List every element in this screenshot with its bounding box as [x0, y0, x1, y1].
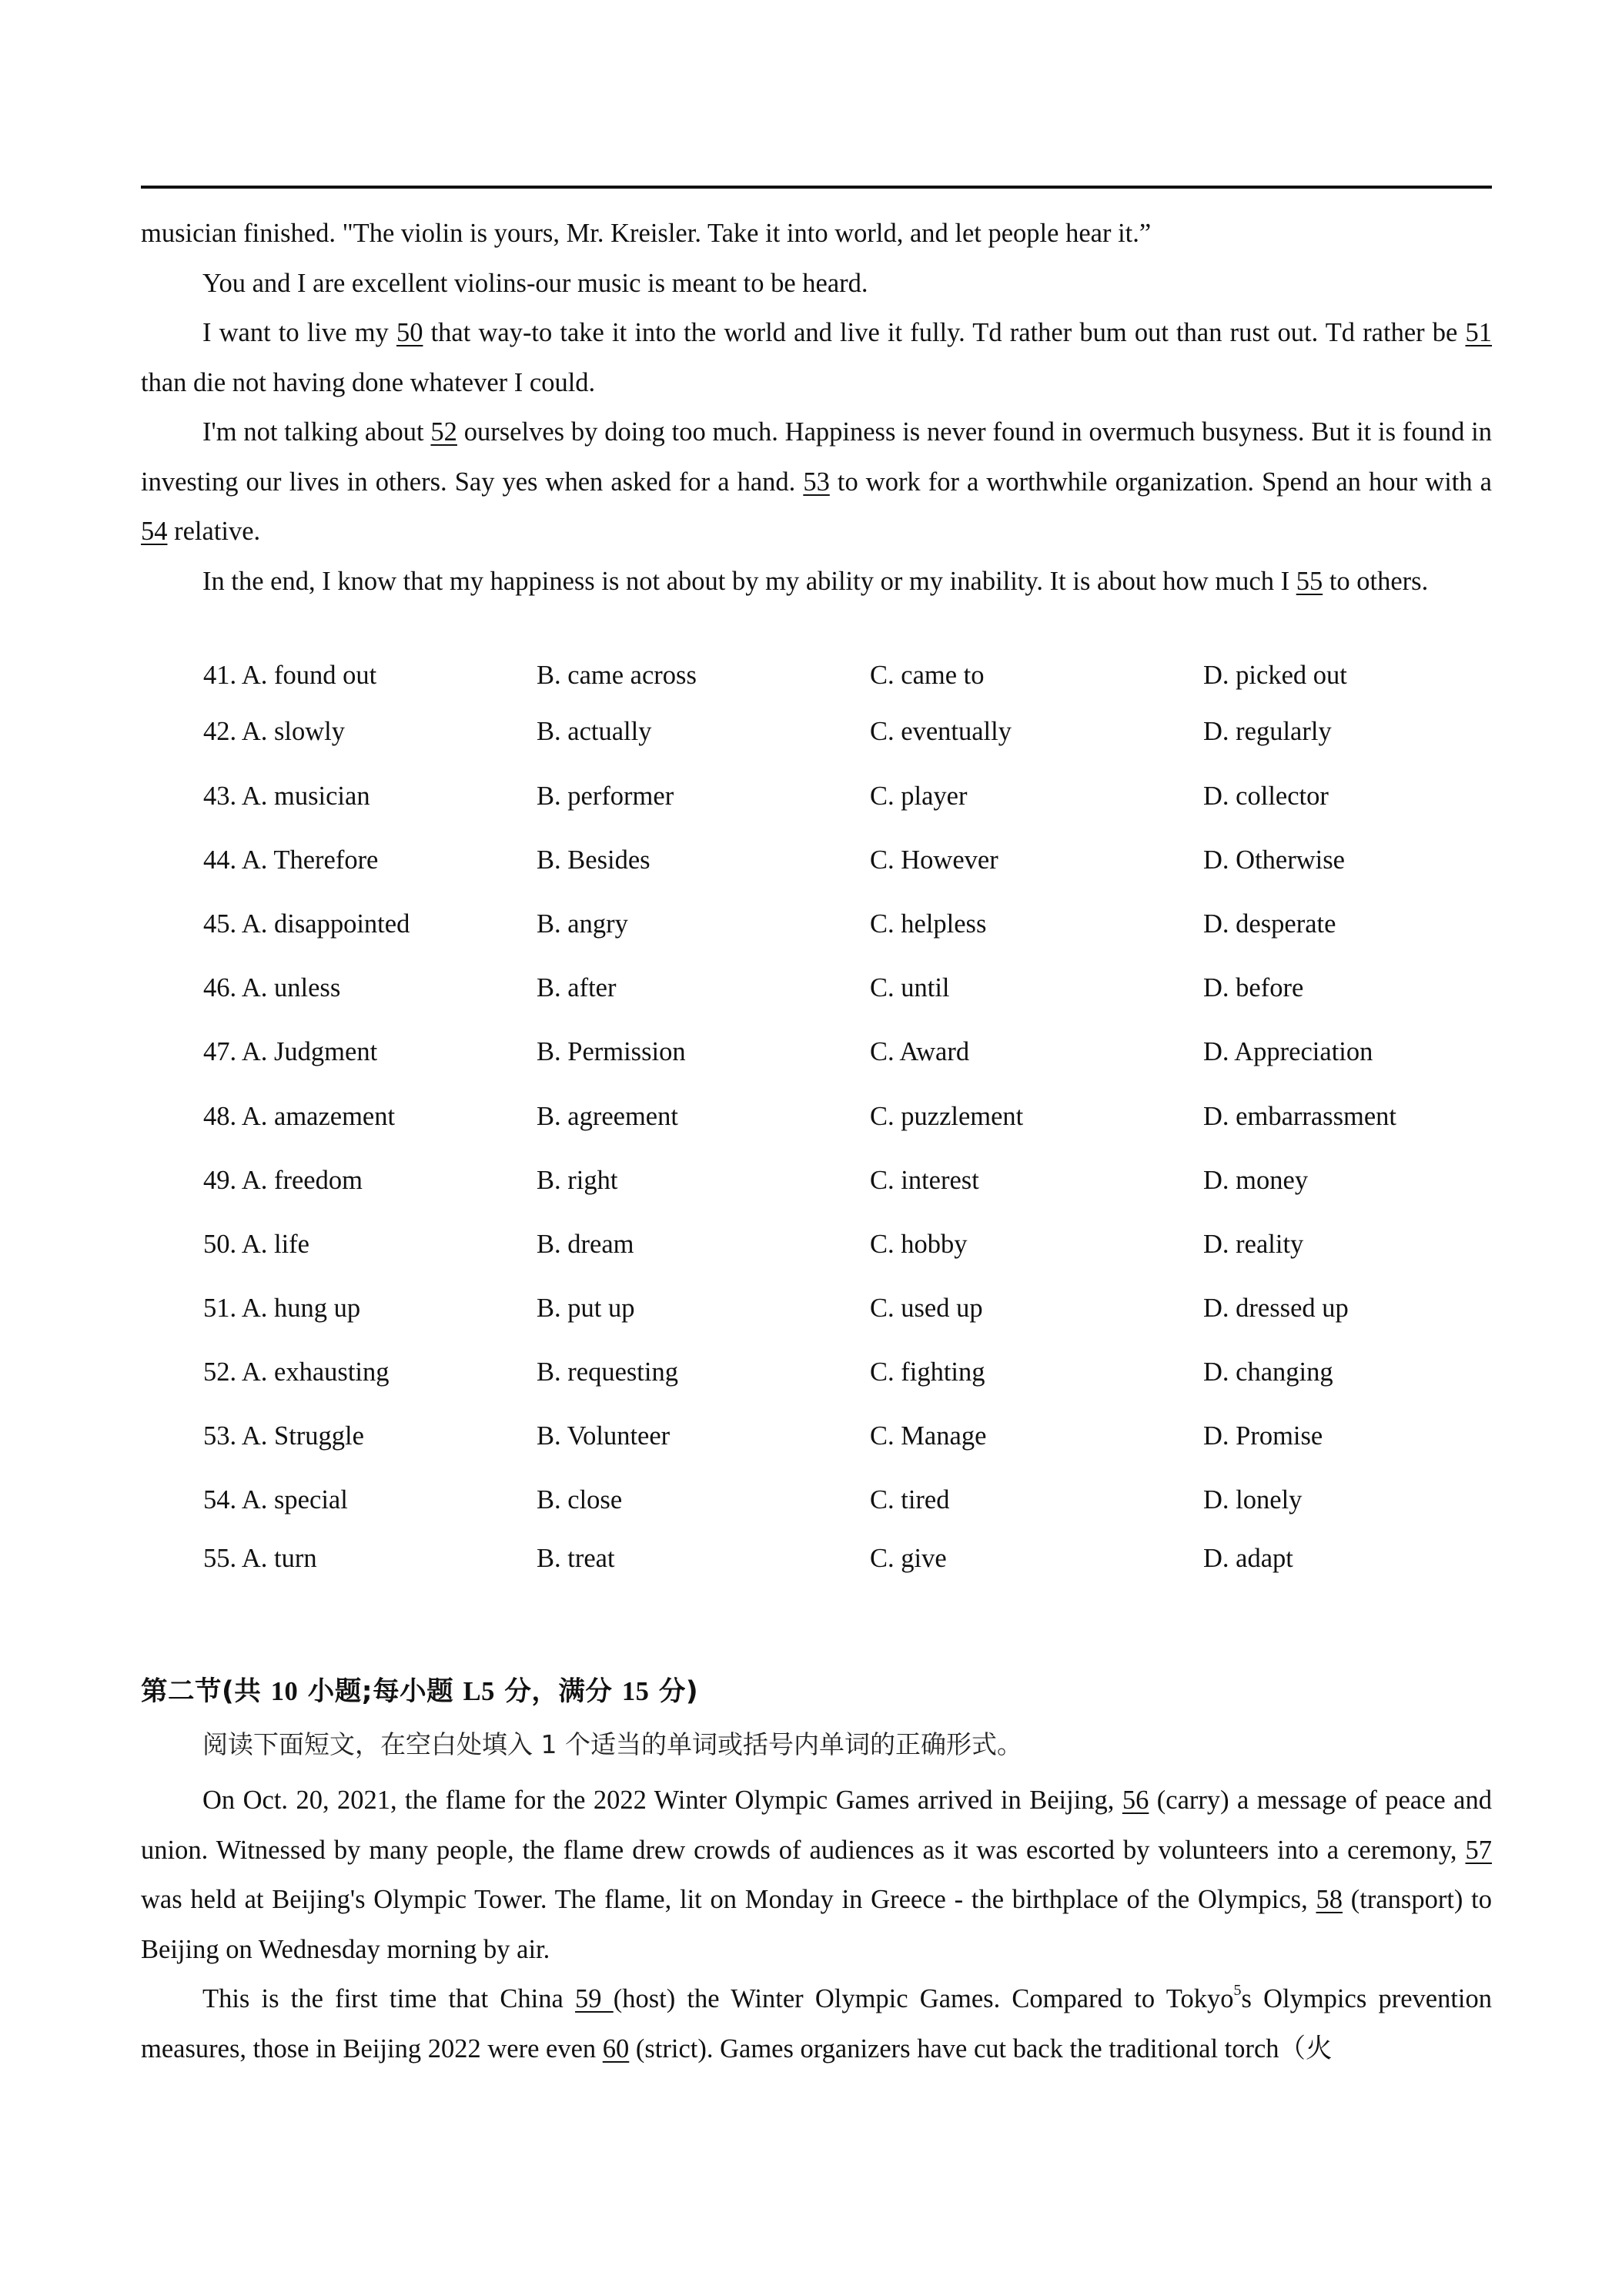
option-b: B. actually [537, 717, 652, 746]
blank-54: 54 [141, 517, 168, 546]
superscript: 5 [1233, 1982, 1242, 1999]
blank-51: 51 [1465, 318, 1492, 347]
option-d: D. before [1203, 973, 1304, 1002]
blank-56: 56 [1122, 1786, 1149, 1815]
option-row [203, 782, 1512, 820]
option-d: D. collector [1203, 782, 1329, 811]
option-d: D. desperate [1203, 909, 1336, 939]
option-b: B. requesting [537, 1357, 678, 1387]
option-d: D. money [1203, 1166, 1309, 1195]
option-row [203, 1357, 1512, 1396]
option-b: B. close [537, 1485, 623, 1514]
option-b: B. right [537, 1166, 618, 1195]
option-b: B. dream [537, 1230, 634, 1259]
option-row [203, 1294, 1512, 1332]
option-a: 51. A. hung up [203, 1294, 361, 1323]
option-d: D. changing [1203, 1357, 1333, 1387]
blank-60: 60 [602, 2033, 630, 2063]
option-row [203, 1485, 1512, 1524]
option-c: C. hobby [870, 1230, 968, 1259]
option-a: 55. A. turn [203, 1544, 317, 1573]
blank-57: 57 [1465, 1835, 1492, 1865]
passage-2 [141, 1776, 1492, 2073]
blank-50: 50 [396, 318, 423, 347]
blank-55: 55 [1296, 566, 1323, 596]
option-a: 49. A. freedom [203, 1166, 363, 1195]
passage-line: musician finished. "The violin is yours, Mr. Kreisler. Take it into world, and let people hear it.” [141, 219, 1152, 248]
passage-paragraph: On Oct. 20, 2021, the flame for the 2022 Winter Olympic Games arrived in Beijing, 56 (carry) a message of peace and union. Witnessed by many people, the flame drew crowds of audiences as it was escorted by volunteers into a ceremony, 57 was held at Beijing's Olympic Tower. The flame, lit on Monday in Greece - the birthplace of the Olympics, 58 (transport) to Beijing on Wednesday morning by air. [141, 1786, 1492, 1964]
option-c: C. until [870, 973, 950, 1002]
option-b: B. treat [537, 1544, 615, 1573]
option-b: B. Besides [537, 845, 650, 875]
blank-58: 58 [1316, 1885, 1343, 1914]
option-b: B. Volunteer [537, 1421, 671, 1451]
option-c: C. used up [870, 1294, 983, 1323]
option-d: D. Promise [1203, 1421, 1323, 1451]
option-b: B. came across [537, 661, 697, 690]
passage-paragraph: This is the first time that China 59 (host) the Winter Olympic Games. Compared to Tokyo$^5$s Olympics prevention measures, those in Beijing 2022 were even 60 (strict). Games organizers have cut back the traditional torch（火 [141, 1982, 1493, 2063]
option-c: C. came to [870, 661, 985, 690]
option-c: C. player [870, 782, 968, 811]
option-a: 50. A. life [203, 1230, 309, 1259]
option-row [203, 661, 1512, 699]
option-c: C. eventually [870, 717, 1012, 746]
passage-paragraph: I'm not talking about 52 ourselves by doing too much. Happiness is never found in overmuch busyness. But it is found in investing our lives in others. Say yes when asked for a hand. 53 to work for a worthwhile organization. Spend an hour with a 54 relative. [141, 417, 1492, 546]
option-b: B. angry [537, 909, 628, 939]
option-a: 48. A. amazement [203, 1102, 396, 1131]
header-rule [141, 186, 1492, 189]
blank-52: 52 [430, 417, 457, 447]
option-a: 44. A. Therefore [203, 845, 379, 875]
option-d: D. regularly [1203, 717, 1332, 746]
option-d: D. lonely [1203, 1485, 1303, 1514]
option-row [203, 1544, 1512, 1582]
option-b: B. put up [537, 1294, 635, 1323]
option-b: B. agreement [537, 1102, 678, 1131]
option-d: D. Appreciation [1203, 1037, 1373, 1066]
option-c: C. helpless [870, 909, 987, 939]
option-row [203, 1230, 1512, 1268]
blank-59: 59 [575, 1984, 614, 2013]
option-c: C. Award [870, 1037, 970, 1066]
passage-paragraph: In the end, I know that my happiness is not about by my ability or my inability. It is about how much I 55 to others. [202, 566, 1429, 596]
option-b: B. Permission [537, 1037, 686, 1066]
option-row [203, 1421, 1512, 1460]
section-instruction: 阅读下面短文，在空白处填入 1 个适当的单词或括号内单词的正确形式。 [202, 1729, 1022, 1759]
option-row [203, 845, 1512, 884]
option-c: C. Manage [870, 1421, 987, 1451]
passage-1 [141, 209, 1492, 606]
option-a: 46. A. unless [203, 973, 341, 1002]
option-a: 54. A. special [203, 1485, 348, 1514]
option-row [203, 973, 1512, 1012]
option-a: 47. A. Judgment [203, 1037, 378, 1066]
option-c: C. puzzlement [870, 1102, 1024, 1131]
option-d: D. adapt [1203, 1544, 1293, 1573]
option-d: D. dressed up [1203, 1294, 1349, 1323]
blank-53: 53 [803, 467, 830, 497]
option-c: C. fighting [870, 1357, 985, 1387]
option-a: 52. A. exhausting [203, 1357, 390, 1387]
option-a: 45. A. disappointed [203, 909, 410, 939]
option-c: C. tired [870, 1485, 950, 1514]
option-row [203, 909, 1512, 948]
option-row [203, 1102, 1512, 1140]
option-row [203, 1166, 1512, 1204]
option-row [203, 1037, 1512, 1076]
option-c: C. give [870, 1544, 947, 1573]
option-d: D. reality [1203, 1230, 1304, 1259]
option-d: D. picked out [1203, 661, 1347, 690]
option-c: C. However [870, 845, 998, 875]
option-d: D. Otherwise [1203, 845, 1345, 875]
option-c: C. interest [870, 1166, 979, 1195]
option-b: B. after [537, 973, 617, 1002]
option-a: 43. A. musician [203, 782, 370, 811]
option-row [203, 717, 1512, 755]
option-a: 42. A. slowly [203, 717, 346, 746]
option-a: 53. A. Struggle [203, 1421, 364, 1451]
passage-paragraph: You and I are excellent violins-our music is meant to be heard. [202, 268, 868, 298]
section-heading: 第二节(共 10 小题;每小题 L5 分，满分 15 分) [141, 1676, 699, 1707]
passage-paragraph: I want to live my 50 that way-to take it into the world and live it fully. Td rather bum out than rust out. Td rather be 51 than die not having done whatever I could. [141, 318, 1492, 397]
option-a: 41. A. found out [203, 661, 377, 690]
option-d: D. embarrassment [1203, 1102, 1397, 1131]
option-b: B. performer [537, 782, 674, 811]
